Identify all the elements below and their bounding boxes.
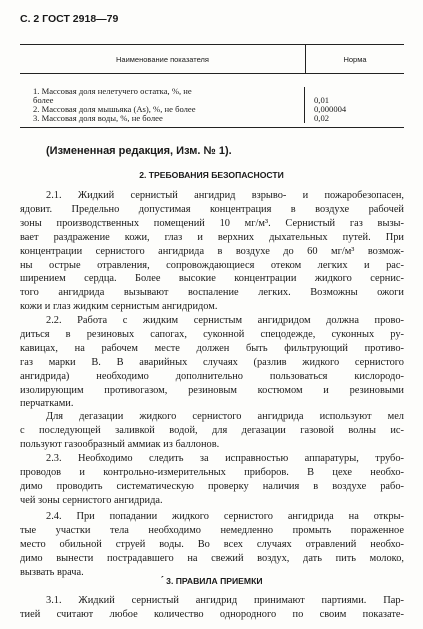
text-line: тые участки тела необходимо немедленно промыть пораженное <box>20 524 404 536</box>
section-2-title: 2. ТРЕБОВАНИЯ БЕЗОПАСНОСТИ <box>139 170 284 180</box>
table-header-row <box>20 45 404 74</box>
paragraph-2-3 <box>20 452 404 508</box>
page-header: С. 2 ГОСТ 2918—79 <box>20 13 119 25</box>
table-row-1-name-cont: более <box>33 95 54 105</box>
table-body <box>20 74 404 127</box>
text-line: димо вынести пострадавшего на свежий воздух, дать пить молоко, <box>20 552 404 564</box>
text-line: ны острые отравления, сопровождающиеся отеком легких и рас- <box>20 259 404 271</box>
text-line: проводов и контрольно-измерительных приборов. В цехе необхо- <box>20 466 404 478</box>
table-row-2-value: 0,000004 <box>314 104 347 114</box>
table-row-3-name: 3. Массовая доля воды, %, не более <box>33 113 163 123</box>
scribble-mark: ˊ <box>160 575 165 587</box>
text-line: 2.3. Необходимо следить за исправностью аппаратуры, трубо- <box>46 453 404 464</box>
text-line: 2.2. Работа с жидким сернистым ангидридом должна прово- <box>46 315 404 326</box>
text-line: зоны производственных помещений 10 мг/м³. Сернистый газ вызы- <box>20 217 404 229</box>
text-line: чей зоны сернистого ангидрида. <box>20 494 163 506</box>
text-line: кожи и глаз жидким сернистым ангидридом. <box>20 301 218 313</box>
table-row-3-value: 0,02 <box>314 113 330 123</box>
text-line: место обильной струей воды. Во всех случаях отравлений необхо- <box>20 538 404 550</box>
text-line: Для дегазации жидкого сернистого ангидрида используют мел <box>46 411 404 422</box>
section-3-title-line <box>0 575 423 587</box>
indicator-column <box>20 87 305 123</box>
text-line: тией считают любое количество однородного по своим показате- <box>20 608 404 620</box>
text-line: изолирующим противогазом, резиновым костюмом и резиновыми <box>20 384 404 396</box>
text-line: с последующей заливкой водой, для дегазации газовой волны ис- <box>20 424 404 436</box>
table-row-1-value: 0,01 <box>314 95 330 105</box>
text-line: перчатками. <box>20 398 74 410</box>
section-3-title: 3. ПРАВИЛА ПРИЕМКИ <box>166 576 263 586</box>
text-line: пользуют газообразный аммиак из баллонов. <box>20 438 220 450</box>
col-header-indicator: Наименование показателя <box>20 45 306 73</box>
text-line: ядовит. Предельно допустимая концентрация в воздухе рабочей <box>20 203 404 215</box>
text-line: 2.1. Жидкий сернистый ангидрид взрыво- и пожаробезопасен, <box>46 190 404 201</box>
table-row-2-name: 2. Массовая доля мышьяка (As), %, не более <box>33 104 196 114</box>
text-line: диться в резиновых сапогах, суконной спецодежде, суконных ру- <box>20 328 404 340</box>
text-line: вает раздражение кожи, глаз и верхних дыхательных путей. При <box>20 231 404 243</box>
text-line: 2.4. При попадании жидкого сернистого ангидрида на откры- <box>46 511 404 522</box>
paragraph-3-1 <box>20 594 404 622</box>
norms-table <box>20 44 404 128</box>
amendment-note: (Измененная редакция, Изм. № 1). <box>46 145 232 157</box>
text-line: вызвать врача. <box>20 566 84 578</box>
text-line: газ марки В. В аварийных случаях (разлив жидкого сернистого <box>20 356 404 368</box>
text-line: 3.1. Жидкий сернистый ангидрид принимают партиями. Пар- <box>46 595 404 606</box>
text-line: ангидрида) необходимо дополнительно пользоваться кислородо- <box>20 370 404 382</box>
paragraph-2-2-degassing <box>20 410 404 452</box>
col-header-norm: Норма <box>343 54 367 64</box>
text-line: димо проводить систематическую проверку наличия в воздухе рабо- <box>20 480 404 492</box>
text-line: концентрации сернистого ангидрида в воздухе до 60 мг/м³ возмож- <box>20 245 404 257</box>
norm-column <box>305 87 404 123</box>
table-row-1-name: 1. Массовая доля нелетучего остатка, %, не <box>33 86 192 96</box>
text-line: того ангидрида вызывают воспаление легких. Возможны ожоги <box>20 287 404 299</box>
paragraph-2-4 <box>20 510 404 580</box>
text-line: ширением сердца. Более высокие концентрации жидкого сернис- <box>20 273 404 285</box>
text-line: кавицах, на рабочем месте должен быть фильтрующий противо- <box>20 342 404 354</box>
paragraph-2-1 <box>20 189 404 314</box>
paragraph-2-2 <box>20 314 404 411</box>
